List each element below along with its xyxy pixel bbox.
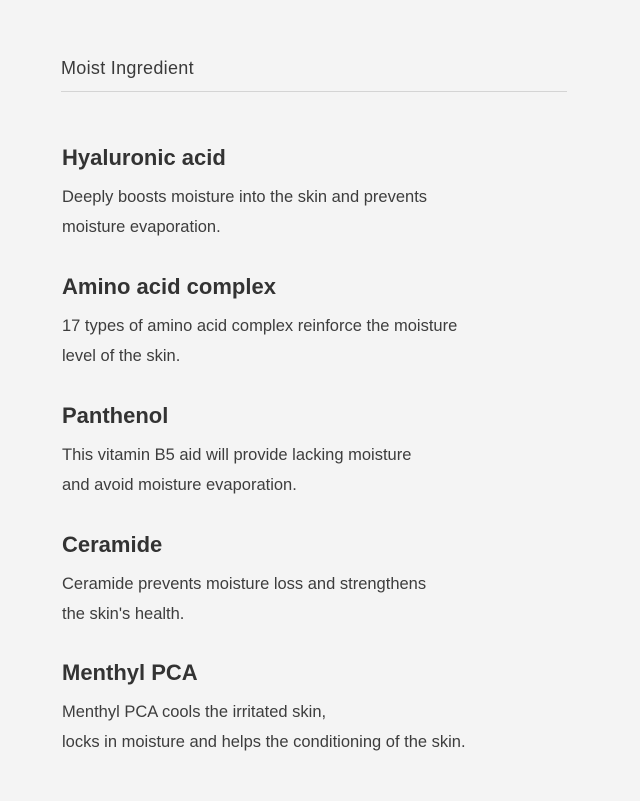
ingredient-name: Amino acid complex <box>62 274 276 299</box>
ingredient-name: Hyaluronic acid <box>62 145 226 170</box>
section-divider <box>61 91 567 92</box>
ingredient-description: Ceramide prevents moisture loss and strengthens the skin's health. <box>62 575 427 623</box>
section-title: Moist Ingredient <box>61 58 194 78</box>
ingredient-description: This vitamin B5 aid will provide lacking moisture and avoid moisture evaporation. <box>62 446 412 494</box>
ingredient-description: Menthyl PCA cools the irritated skin, locks in moisture and helps the conditioning of the skin. <box>62 703 466 751</box>
ingredient-name: Ceramide <box>62 532 163 557</box>
ingredient-block-panthenol <box>62 402 568 500</box>
ingredient-description: 17 types of amino acid complex reinforce the moisture level of the skin. <box>62 317 458 365</box>
ingredient-block-hyaluronic-acid <box>62 144 568 242</box>
ingredient-name: Menthyl PCA <box>62 660 198 685</box>
ingredient-name: Panthenol <box>62 403 169 428</box>
ingredient-block-amino-acid-complex <box>62 273 568 371</box>
ingredient-description: Deeply boosts moisture into the skin and prevents moisture evaporation. <box>62 188 428 236</box>
ingredient-block-menthyl-pca <box>62 659 568 757</box>
ingredient-block-ceramide <box>62 531 568 629</box>
